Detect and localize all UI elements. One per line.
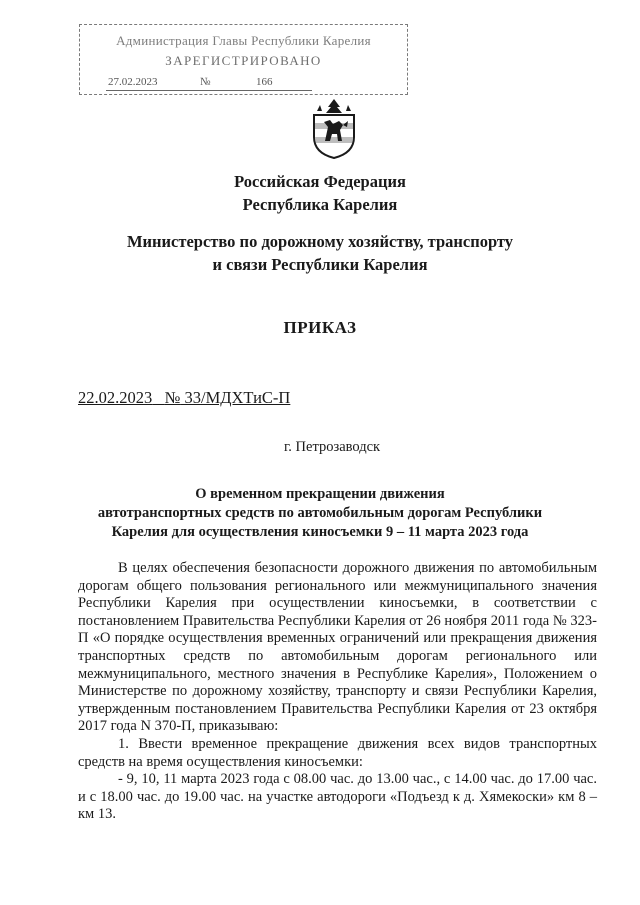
stamp-registered-label: ЗАРЕГИСТРИРОВАНО [165,53,322,68]
ministry-line-2: и связи Республики Карелия [212,255,428,274]
republic-name: Республика Карелия [242,195,398,214]
stamp-organization: Администрация Главы Республики Карелия [116,33,371,48]
stamp-date: 27.02.2023 [108,76,158,88]
body-paragraph-item-1: 1. Ввести временное прекращение движения всех видов транспортных средств на время осуществления киносъемки: [78,735,597,770]
subject-line-1: О временном прекращении движения [195,486,445,502]
body-paragraph-schedule: - 9, 10, 11 марта 2023 года с 08.00 час. до 13.00 час., с 14.00 час. до 17.00 час. и с 18.00 час. до 19.00 час. на участке автодороги «Подъезд к д. Хямекоски» км 8 – км 13. [78,771,597,823]
document-type: ПРИКАЗ [283,318,357,337]
order-subject [0,485,640,542]
order-body [78,560,597,824]
order-number-label: № [164,388,181,407]
stamp-number-label: № [200,76,211,88]
stamp-number: 166 [256,76,273,88]
subject-line-2: автотранспортных средств по автомобильным дорогам Республики [97,505,543,521]
stamp-underline [106,90,312,91]
header-federation [0,170,640,216]
federation-name: Российская Федерация [234,172,406,191]
registration-stamp [79,24,408,95]
karelia-coat-of-arms-icon [308,97,360,159]
ministry-line-1: Министерство по дорожному хозяйству, транспорту [126,232,514,251]
subject-line-3: Карелия для осуществления киносъемки 9 – 11 марта 2023 года [111,524,529,540]
body-paragraph-preamble: В целях обеспечения безопасности дорожного движения по автомобильным дорогам общего пользования регионального или межмуниципального значения Республики Карелия при осуществлении киносъемки, в соответствии с постановлением Правительства Республики Карелия от 26 ноября 2011 года № 323-П «О порядке осуществления временных ограничений или прекращения движения транспортных средств по автомобильным дорогам регионального или межмуниципального, местного значения в Республике Карелия», Положением о Министерстве по дорожному хозяйству, транспорту и связи Республики Карелия, утвержденным постановлением Правительства Республики Карелия от 23 октября 2017 года N 370-П, приказываю: [78,560,597,735]
order-date: 22.02.2023 [78,388,153,407]
order-date-number [78,388,290,408]
order-city: г. Петрозаводск [284,439,381,455]
order-number: 33/МДХТиС-П [184,388,291,407]
header-ministry [0,230,640,276]
